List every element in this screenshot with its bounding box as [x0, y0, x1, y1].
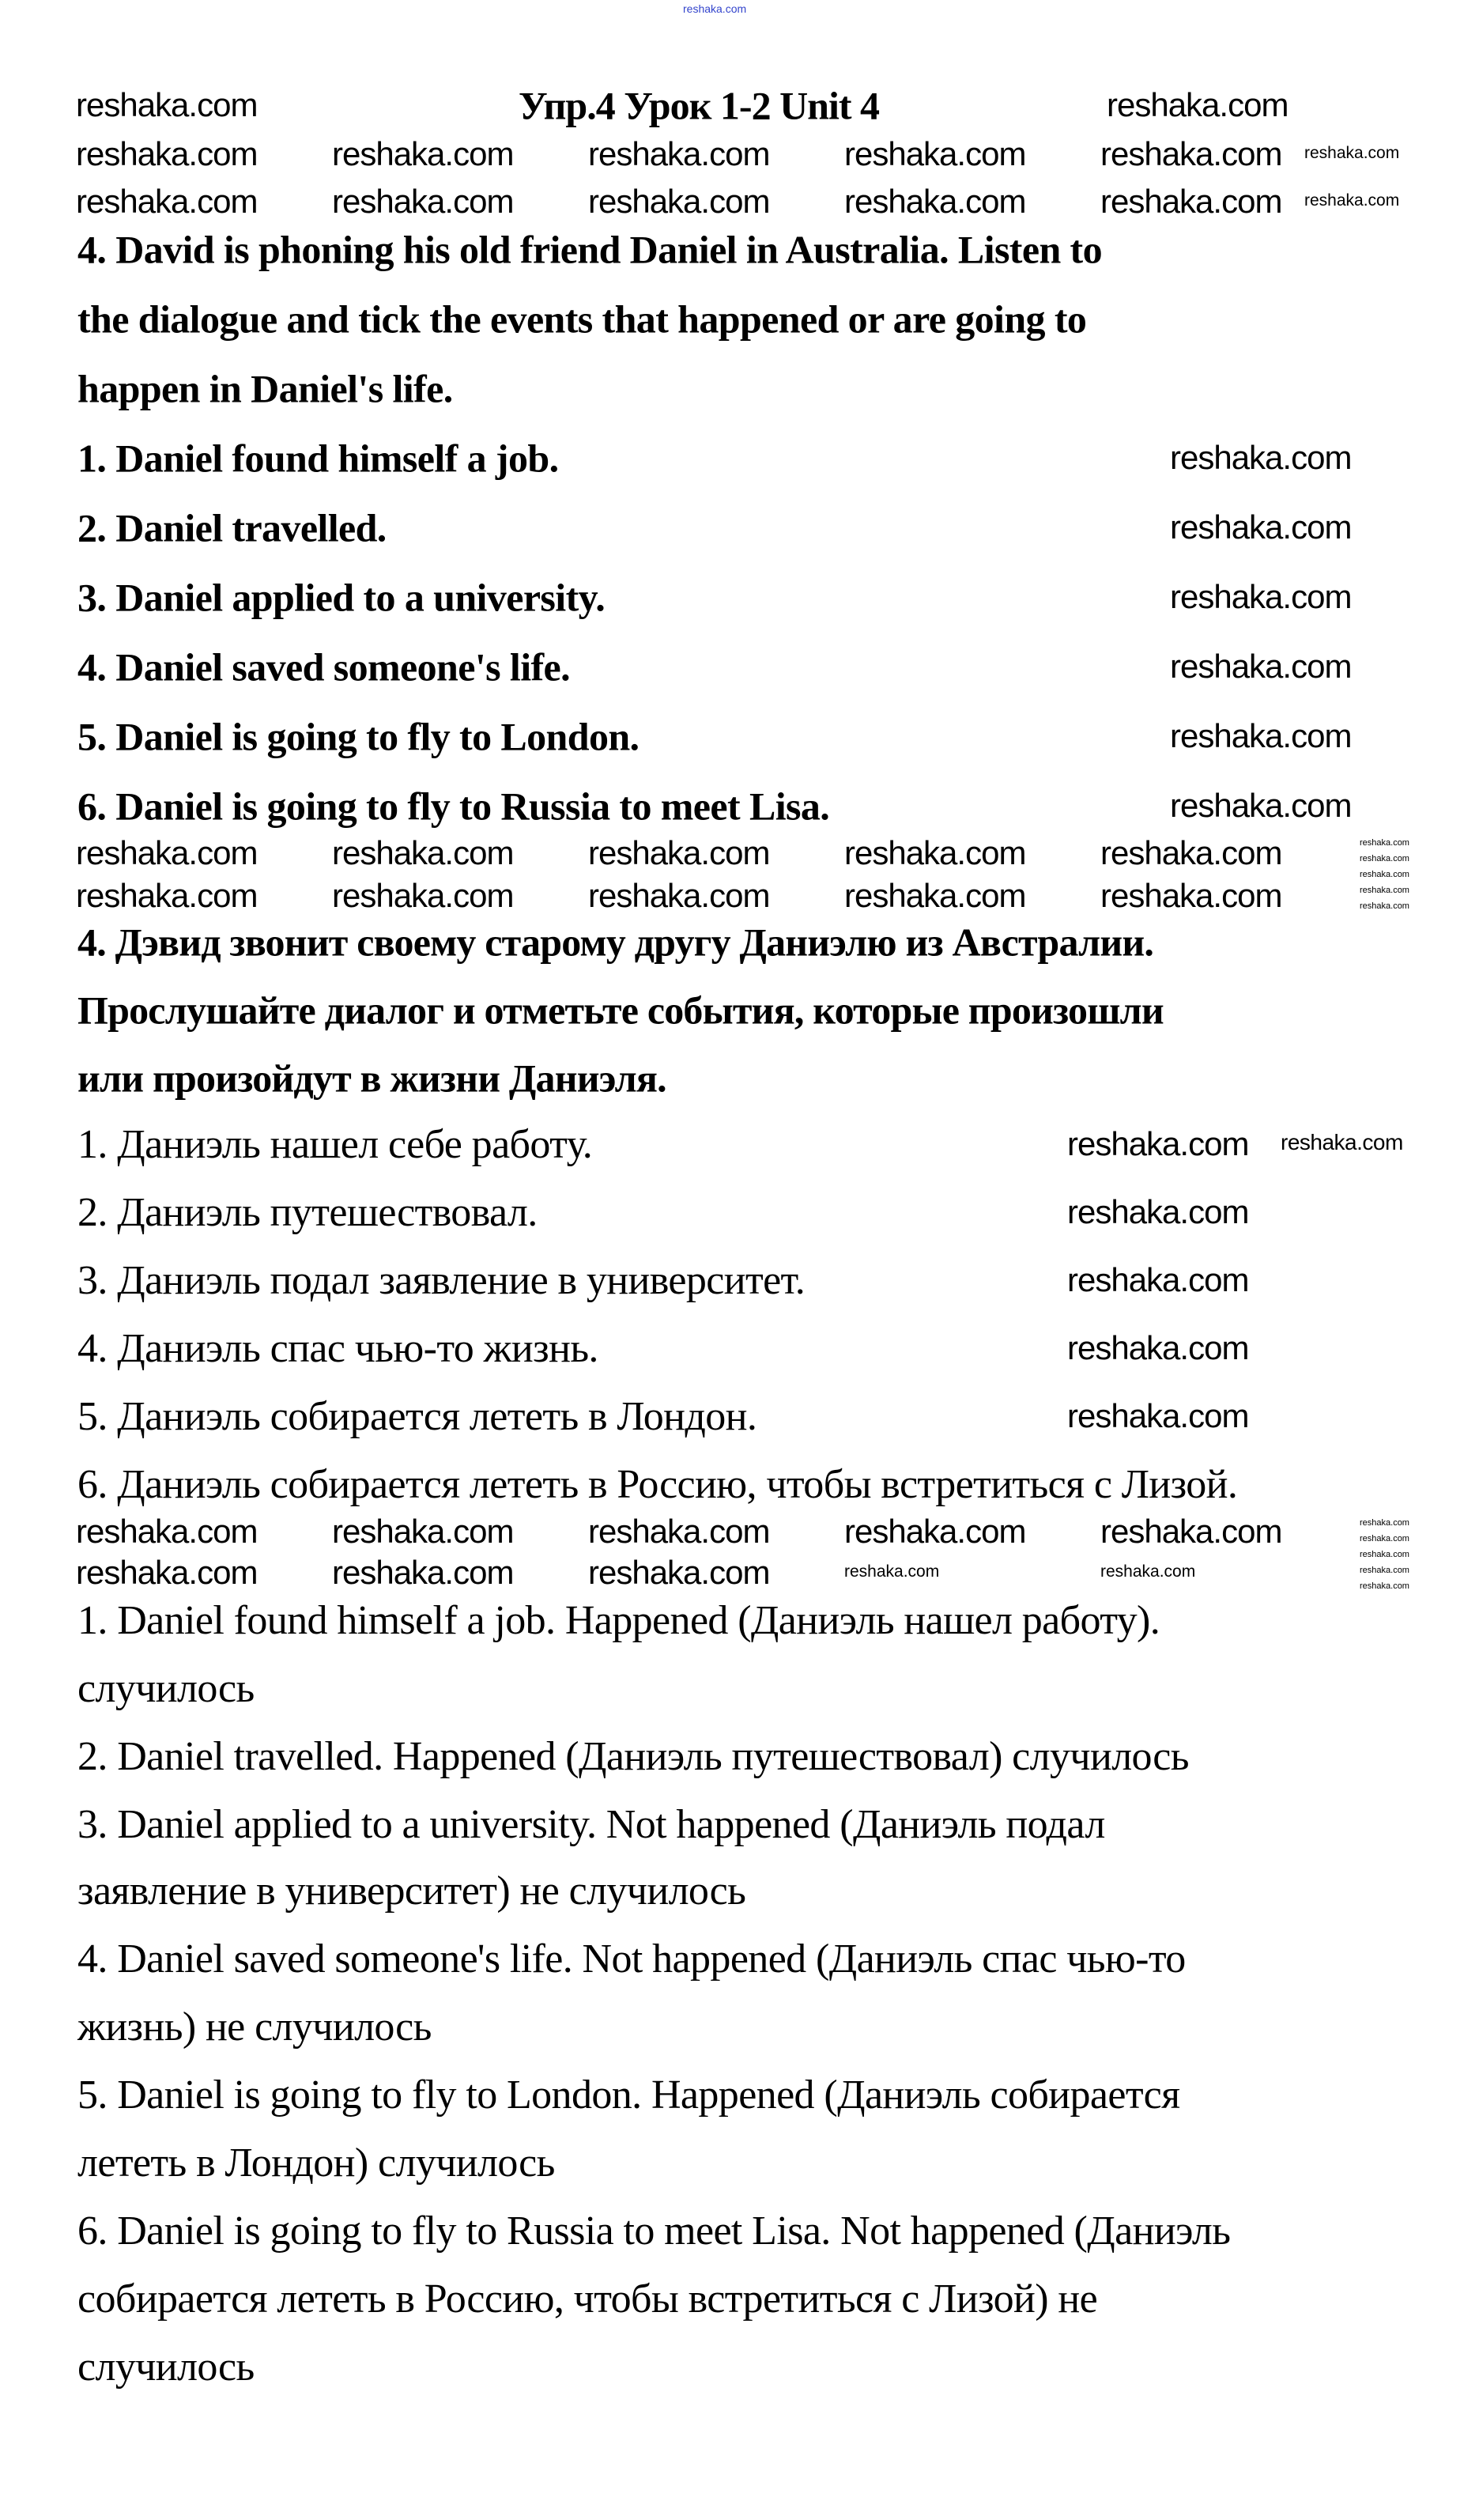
watermark-text: reshaka.com	[1170, 717, 1352, 754]
answer-line: 2. Daniel travelled. Happened (Даниэль путешествовал) случилось	[77, 1734, 1189, 1780]
watermark-text: reshaka.com	[332, 1513, 514, 1550]
watermark-text: reshaka.com	[1170, 439, 1352, 476]
watermark-text: reshaka.com	[332, 877, 514, 914]
task-item-english: 4. Daniel saved someone's life.	[77, 644, 571, 690]
answer-line: собирается лететь в Россию, чтобы встретиться с Лизой) не	[77, 2276, 1098, 2322]
watermark-text: reshaka.com	[1067, 1329, 1249, 1366]
watermark-text: reshaka.com	[1170, 578, 1352, 615]
task-english-line: 4. David is phoning his old friend Daniel in Australia. Listen to	[77, 227, 1103, 272]
page-title: Упр.4 Урок 1-2 Unit 4	[519, 83, 880, 128]
watermark-text: reshaka.com	[844, 877, 1026, 914]
watermark-text: reshaka.com	[1100, 135, 1282, 172]
task-item-russian: 3. Даниэль подал заявление в университет.	[77, 1258, 806, 1304]
watermark-text: reshaka.com	[1100, 877, 1282, 914]
watermark-text: reshaka.com	[76, 1513, 258, 1550]
watermark-text: reshaka.com	[1067, 1193, 1249, 1230]
task-russian-line: Прослушайте диалог и отметьте события, которые произошли	[77, 988, 1164, 1033]
task-item-russian: 4. Даниэль спас чью-то жизнь.	[77, 1326, 598, 1372]
task-item-russian: 1. Даниэль нашел себе работу.	[77, 1122, 593, 1168]
watermark-text: reshaka.com	[588, 135, 770, 172]
task-item-english: 3. Daniel applied to a university.	[77, 575, 606, 620]
watermark-text: reshaka.com	[588, 1513, 770, 1550]
watermark-text: reshaka.com	[76, 834, 258, 871]
watermark-text: reshaka.com	[683, 2, 747, 15]
task-item-russian: 2. Даниэль путешествовал.	[77, 1190, 538, 1236]
watermark-text: reshaka.com	[76, 135, 258, 172]
task-item-english: 6. Daniel is going to fly to Russia to meet Lisa.	[77, 784, 830, 829]
watermark-text: reshaka.com	[1360, 838, 1409, 848]
watermark-text: reshaka.com	[76, 877, 258, 914]
answer-line: 3. Daniel applied to a university. Not happened (Даниэль подал	[77, 1802, 1105, 1848]
answer-line: 6. Daniel is going to fly to Russia to meet Lisa. Not happened (Даниэль	[77, 2208, 1231, 2254]
watermark-text: reshaka.com	[844, 1562, 940, 1581]
watermark-text: reshaka.com	[1360, 854, 1409, 863]
watermark-text: reshaka.com	[1360, 1581, 1409, 1591]
watermark-text: reshaka.com	[844, 1513, 1026, 1550]
watermark-text: reshaka.com	[76, 86, 258, 123]
task-item-english: 5. Daniel is going to fly to London.	[77, 714, 640, 759]
watermark-text: reshaka.com	[332, 1554, 514, 1591]
watermark-text: reshaka.com	[1067, 1261, 1249, 1298]
answer-line: случилось	[77, 1666, 255, 1712]
watermark-text: reshaka.com	[1067, 1397, 1249, 1434]
watermark-text: reshaka.com	[588, 183, 770, 220]
watermark-text: reshaka.com	[1360, 1566, 1409, 1575]
watermark-text: reshaka.com	[1170, 787, 1352, 824]
answer-line: лететь в Лондон) случилось	[77, 2140, 555, 2186]
watermark-text: reshaka.com	[1360, 1550, 1409, 1559]
watermark-text: reshaka.com	[1360, 1534, 1409, 1543]
watermark-text: reshaka.com	[1107, 86, 1289, 123]
task-item-russian: 6. Даниэль собирается лететь в Россию, чтобы встретиться с Лизой.	[77, 1462, 1238, 1508]
watermark-text: reshaka.com	[1360, 870, 1409, 879]
watermark-text: reshaka.com	[588, 877, 770, 914]
watermark-text: reshaka.com	[588, 834, 770, 871]
watermark-text: reshaka.com	[844, 183, 1026, 220]
watermark-text: reshaka.com	[1304, 144, 1400, 162]
task-english-line: the dialogue and tick the events that happened or are going to	[77, 297, 1087, 342]
task-item-english: 1. Daniel found himself a job.	[77, 436, 559, 481]
watermark-text: reshaka.com	[332, 135, 514, 172]
watermark-text: reshaka.com	[1100, 183, 1282, 220]
watermark-text: reshaka.com	[1281, 1130, 1403, 1154]
task-russian-line: 4. Дэвид звонит своему старому другу Даниэлю из Австралии.	[77, 920, 1154, 965]
watermark-text: reshaka.com	[332, 183, 514, 220]
watermark-text: reshaka.com	[844, 135, 1026, 172]
watermark-text: reshaka.com	[1170, 648, 1352, 685]
watermark-text: reshaka.com	[1360, 901, 1409, 911]
watermark-text: reshaka.com	[1100, 834, 1282, 871]
answer-line: 1. Daniel found himself a job. Happened (Даниэль нашел работу).	[77, 1598, 1160, 1644]
watermark-text: reshaka.com	[1100, 1513, 1282, 1550]
task-russian-line: или произойдут в жизни Даниэля.	[77, 1056, 666, 1101]
answer-line: случилось	[77, 2344, 255, 2390]
watermark-text: reshaka.com	[1304, 191, 1400, 210]
watermark-text: reshaka.com	[332, 834, 514, 871]
watermark-text: reshaka.com	[1360, 886, 1409, 895]
answer-line: жизнь) не случилось	[77, 2004, 432, 2050]
watermark-text: reshaka.com	[1170, 508, 1352, 546]
watermark-text: reshaka.com	[588, 1554, 770, 1591]
answer-line: 4. Daniel saved someone's life. Not happened (Даниэль спас чью-то	[77, 1936, 1186, 1982]
watermark-text: reshaka.com	[1100, 1562, 1196, 1581]
watermark-text: reshaka.com	[76, 183, 258, 220]
answer-line: заявление в университет) не случилось	[77, 1868, 746, 1914]
watermark-text: reshaka.com	[1360, 1518, 1409, 1528]
answer-line: 5. Daniel is going to fly to London. Happened (Даниэль собирается	[77, 2072, 1180, 2118]
task-item-russian: 5. Даниэль собирается лететь в Лондон.	[77, 1394, 757, 1440]
task-item-english: 2. Daniel travelled.	[77, 505, 387, 550]
watermark-text: reshaka.com	[76, 1554, 258, 1591]
watermark-text: reshaka.com	[1067, 1125, 1249, 1162]
watermark-text: reshaka.com	[844, 834, 1026, 871]
task-english-line: happen in Daniel's life.	[77, 366, 453, 411]
